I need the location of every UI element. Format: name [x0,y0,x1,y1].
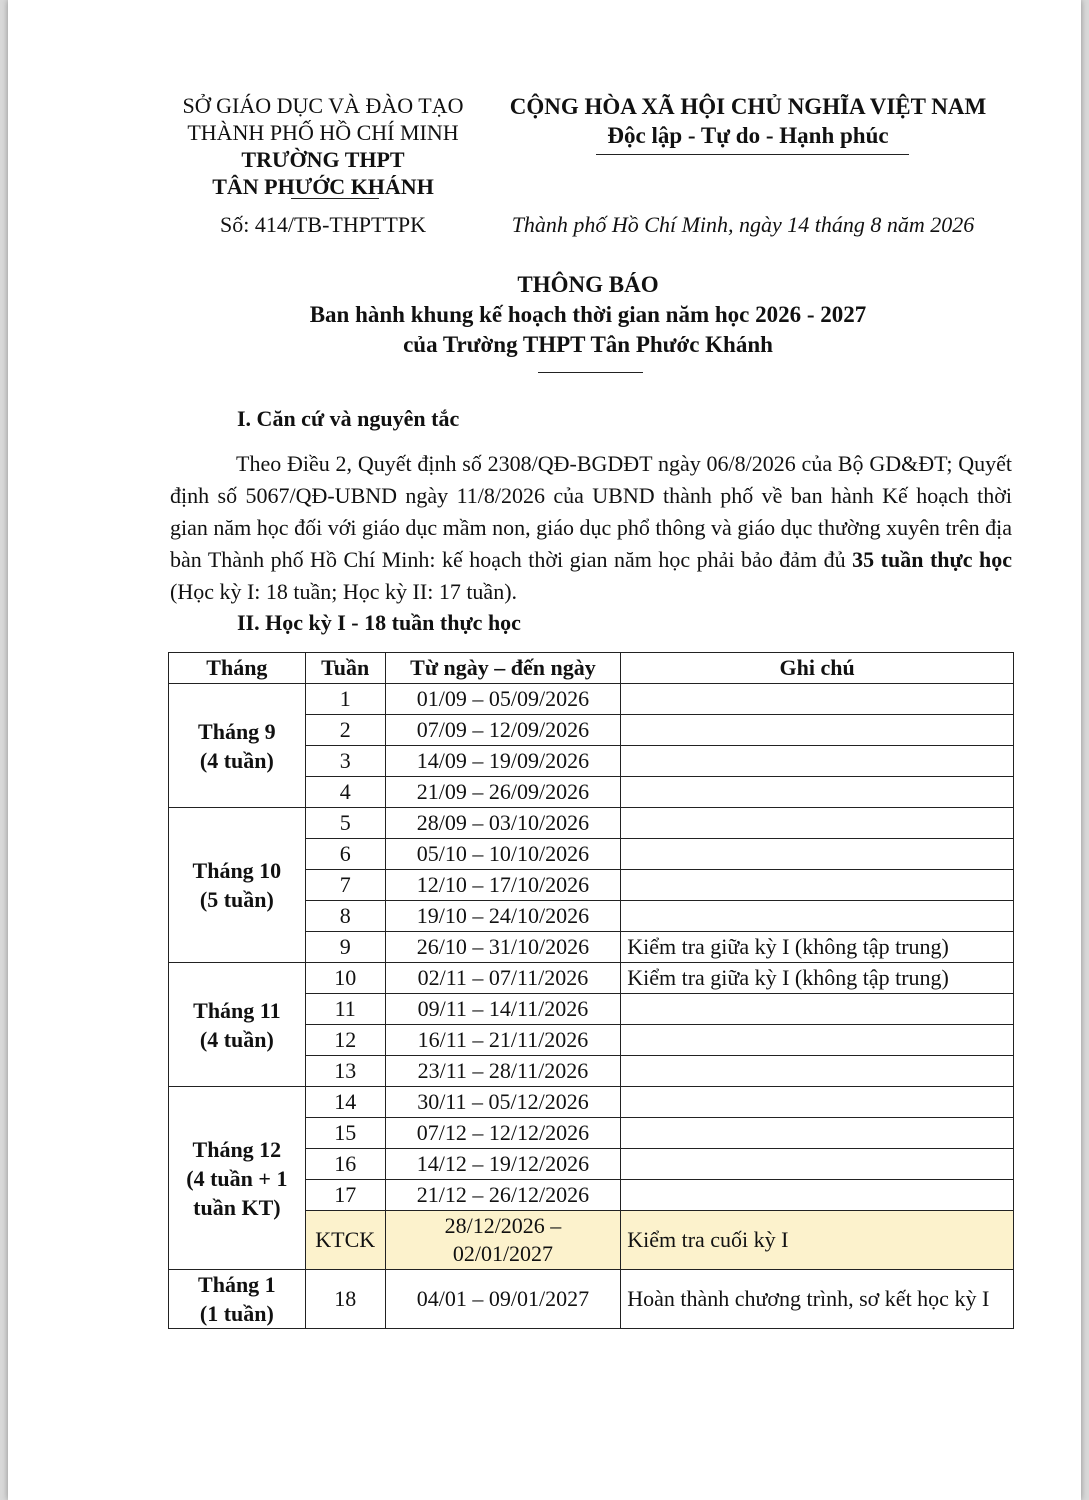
month-cell [169,963,306,1087]
table-row [169,684,1014,715]
header-month: Tháng [169,653,306,684]
range-cell: 01/09 – 05/09/2026 [385,684,621,715]
note-cell [621,1180,1014,1211]
range-cell: 14/12 – 19/12/2026 [385,1149,621,1180]
agency-line-4: TÂN PHƯỚC KHÁNH [212,174,434,199]
note-cell [621,808,1014,839]
title-sub-2: của Trường THPT Tân Phước Khánh [403,332,773,357]
week-cell: 9 [305,932,385,963]
table-row [169,963,1014,994]
agency-underline [291,198,379,199]
agency-line-2: THÀNH PHỐ HỒ CHÍ MINH [187,120,459,145]
week-cell: 5 [305,808,385,839]
week-cell: 17 [305,1180,385,1211]
range-cell: 02/11 – 07/11/2026 [385,963,621,994]
range-cell: 07/12 – 12/12/2026 [385,1118,621,1149]
para-bold: 35 tuần thực học [852,547,1012,572]
week-cell: 18 [305,1270,385,1329]
note-cell [621,994,1014,1025]
week-cell: 11 [305,994,385,1025]
motto-underline [596,154,909,155]
note-cell [621,1149,1014,1180]
week-cell: 7 [305,870,385,901]
range-cell: 21/12 – 26/12/2026 [385,1180,621,1211]
range-cell: 04/01 – 09/01/2027 [385,1270,621,1329]
month-cell [169,1270,306,1329]
table-row [169,1087,1014,1118]
month-weeks: (4 tuần) [199,1026,274,1052]
note-cell: Kiểm tra giữa kỳ I (không tập trung) [621,932,1014,963]
document-number: Số: 414/TB-THPTTPK [220,212,426,237]
week-cell: 12 [305,1025,385,1056]
schedule-table [168,652,1014,1329]
section-1-heading: I. Căn cứ và nguyên tắc [237,406,460,431]
range-cell: 16/11 – 21/11/2026 [385,1025,621,1056]
note-cell [621,684,1014,715]
header-note: Ghi chú [621,653,1014,684]
section-2-heading: II. Học kỳ I - 18 tuần thực học [237,610,521,635]
table-row [169,808,1014,839]
range-cell: 07/09 – 12/09/2026 [385,715,621,746]
note-cell: Kiểm tra cuối kỳ I [621,1211,1014,1270]
month-cell [169,808,306,963]
week-cell: 3 [305,746,385,777]
month-label: Tháng 1 [198,1272,276,1297]
note-cell [621,1025,1014,1056]
section-1-paragraph [170,448,1012,608]
title-divider [538,372,643,373]
month-label: Tháng 12 [192,1136,282,1162]
range-cell [385,1211,621,1270]
title-main: THÔNG BÁO [517,272,659,297]
note-cell [621,870,1014,901]
range-cell: 30/11 – 05/12/2026 [385,1087,621,1118]
header-range: Từ ngày – đến ngày [385,653,621,684]
week-cell: 13 [305,1056,385,1087]
range-cell: 05/10 – 10/10/2026 [385,839,621,870]
month-cell [169,684,306,808]
month-weeks: (4 tuần) [199,747,274,773]
month-weeks-2: tuần KT) [193,1194,281,1220]
note-cell: Kiểm tra giữa kỳ I (không tập trung) [621,963,1014,994]
issuing-agency [158,92,488,200]
national-motto [498,92,998,150]
range-cell: 19/10 – 24/10/2026 [385,901,621,932]
range-end: 02/01/2027 [452,1241,554,1266]
para-text-2: (Học kỳ I: 18 tuần; Học kỳ II: 17 tuần). [170,579,518,604]
week-cell: 15 [305,1118,385,1149]
place-date: Thành phố Hồ Chí Minh, ngày 14 tháng 8 năm 2026 [511,212,975,237]
header-week: Tuần [305,653,385,684]
table-header-row [169,653,1014,684]
week-cell: 16 [305,1149,385,1180]
week-cell: 1 [305,684,385,715]
month-cell [169,1087,306,1270]
week-cell: 8 [305,901,385,932]
range-cell: 09/11 – 14/11/2026 [385,994,621,1025]
week-cell: 14 [305,1087,385,1118]
agency-line-1: SỞ GIÁO DỤC VÀ ĐÀO TẠO [182,93,464,118]
document-page [8,0,1081,1500]
note-cell [621,1056,1014,1087]
note-cell [621,1118,1014,1149]
week-cell: KTCK [305,1211,385,1270]
month-label: Tháng 10 [192,858,282,883]
week-cell: 6 [305,839,385,870]
week-cell: 2 [305,715,385,746]
table-row [169,1270,1014,1329]
country-name: CỘNG HÒA XÃ HỘI CHỦ NGHĨA VIỆT NAM [509,94,987,119]
title-sub-1: Ban hành khung kế hoạch thời gian năm học 2026 - 2027 [309,302,867,327]
note-cell [621,1087,1014,1118]
note-cell [621,777,1014,808]
note-cell [621,839,1014,870]
note-cell [621,746,1014,777]
note-cell: Hoàn thành chương trình, sơ kết học kỳ I [621,1270,1014,1329]
para-text-1: Theo Điều 2, Quyết định số 2308/QĐ-BGDĐT ngày 06/8/2026 của Bộ GD&ĐT; Quyết định số 5067/QĐ-UBND ngày 11/8/2026 của UBND thành phố về ban hành Kế hoạch thời gian năm học đối với giáo dục mầm non, giáo dục phổ thông và giáo dục thường xuyên trên địa bàn Thành phố Hồ Chí Minh: kế hoạch thời gian năm học phải bảo đảm đủ [170,451,1012,572]
range-cell: 21/09 – 26/09/2026 [385,777,621,808]
range-start: 28/12/2026 – [444,1213,562,1238]
month-label: Tháng 9 [198,718,276,744]
range-cell: 14/09 – 19/09/2026 [385,746,621,777]
document-title [158,270,1018,360]
note-cell [621,901,1014,932]
month-weeks: (1 tuần) [199,1301,274,1326]
range-cell: 12/10 – 17/10/2026 [385,870,621,901]
range-cell: 28/09 – 03/10/2026 [385,808,621,839]
week-cell: 4 [305,777,385,808]
month-weeks: (4 tuần + 1 [186,1165,288,1191]
month-weeks: (5 tuần) [199,887,274,912]
note-cell [621,715,1014,746]
range-cell: 23/11 – 28/11/2026 [385,1056,621,1087]
range-cell: 26/10 – 31/10/2026 [385,932,621,963]
motto: Độc lập - Tự do - Hạnh phúc [607,123,889,148]
month-label: Tháng 11 [193,997,281,1023]
week-cell: 10 [305,963,385,994]
agency-line-3: TRƯỜNG THPT [241,147,405,172]
